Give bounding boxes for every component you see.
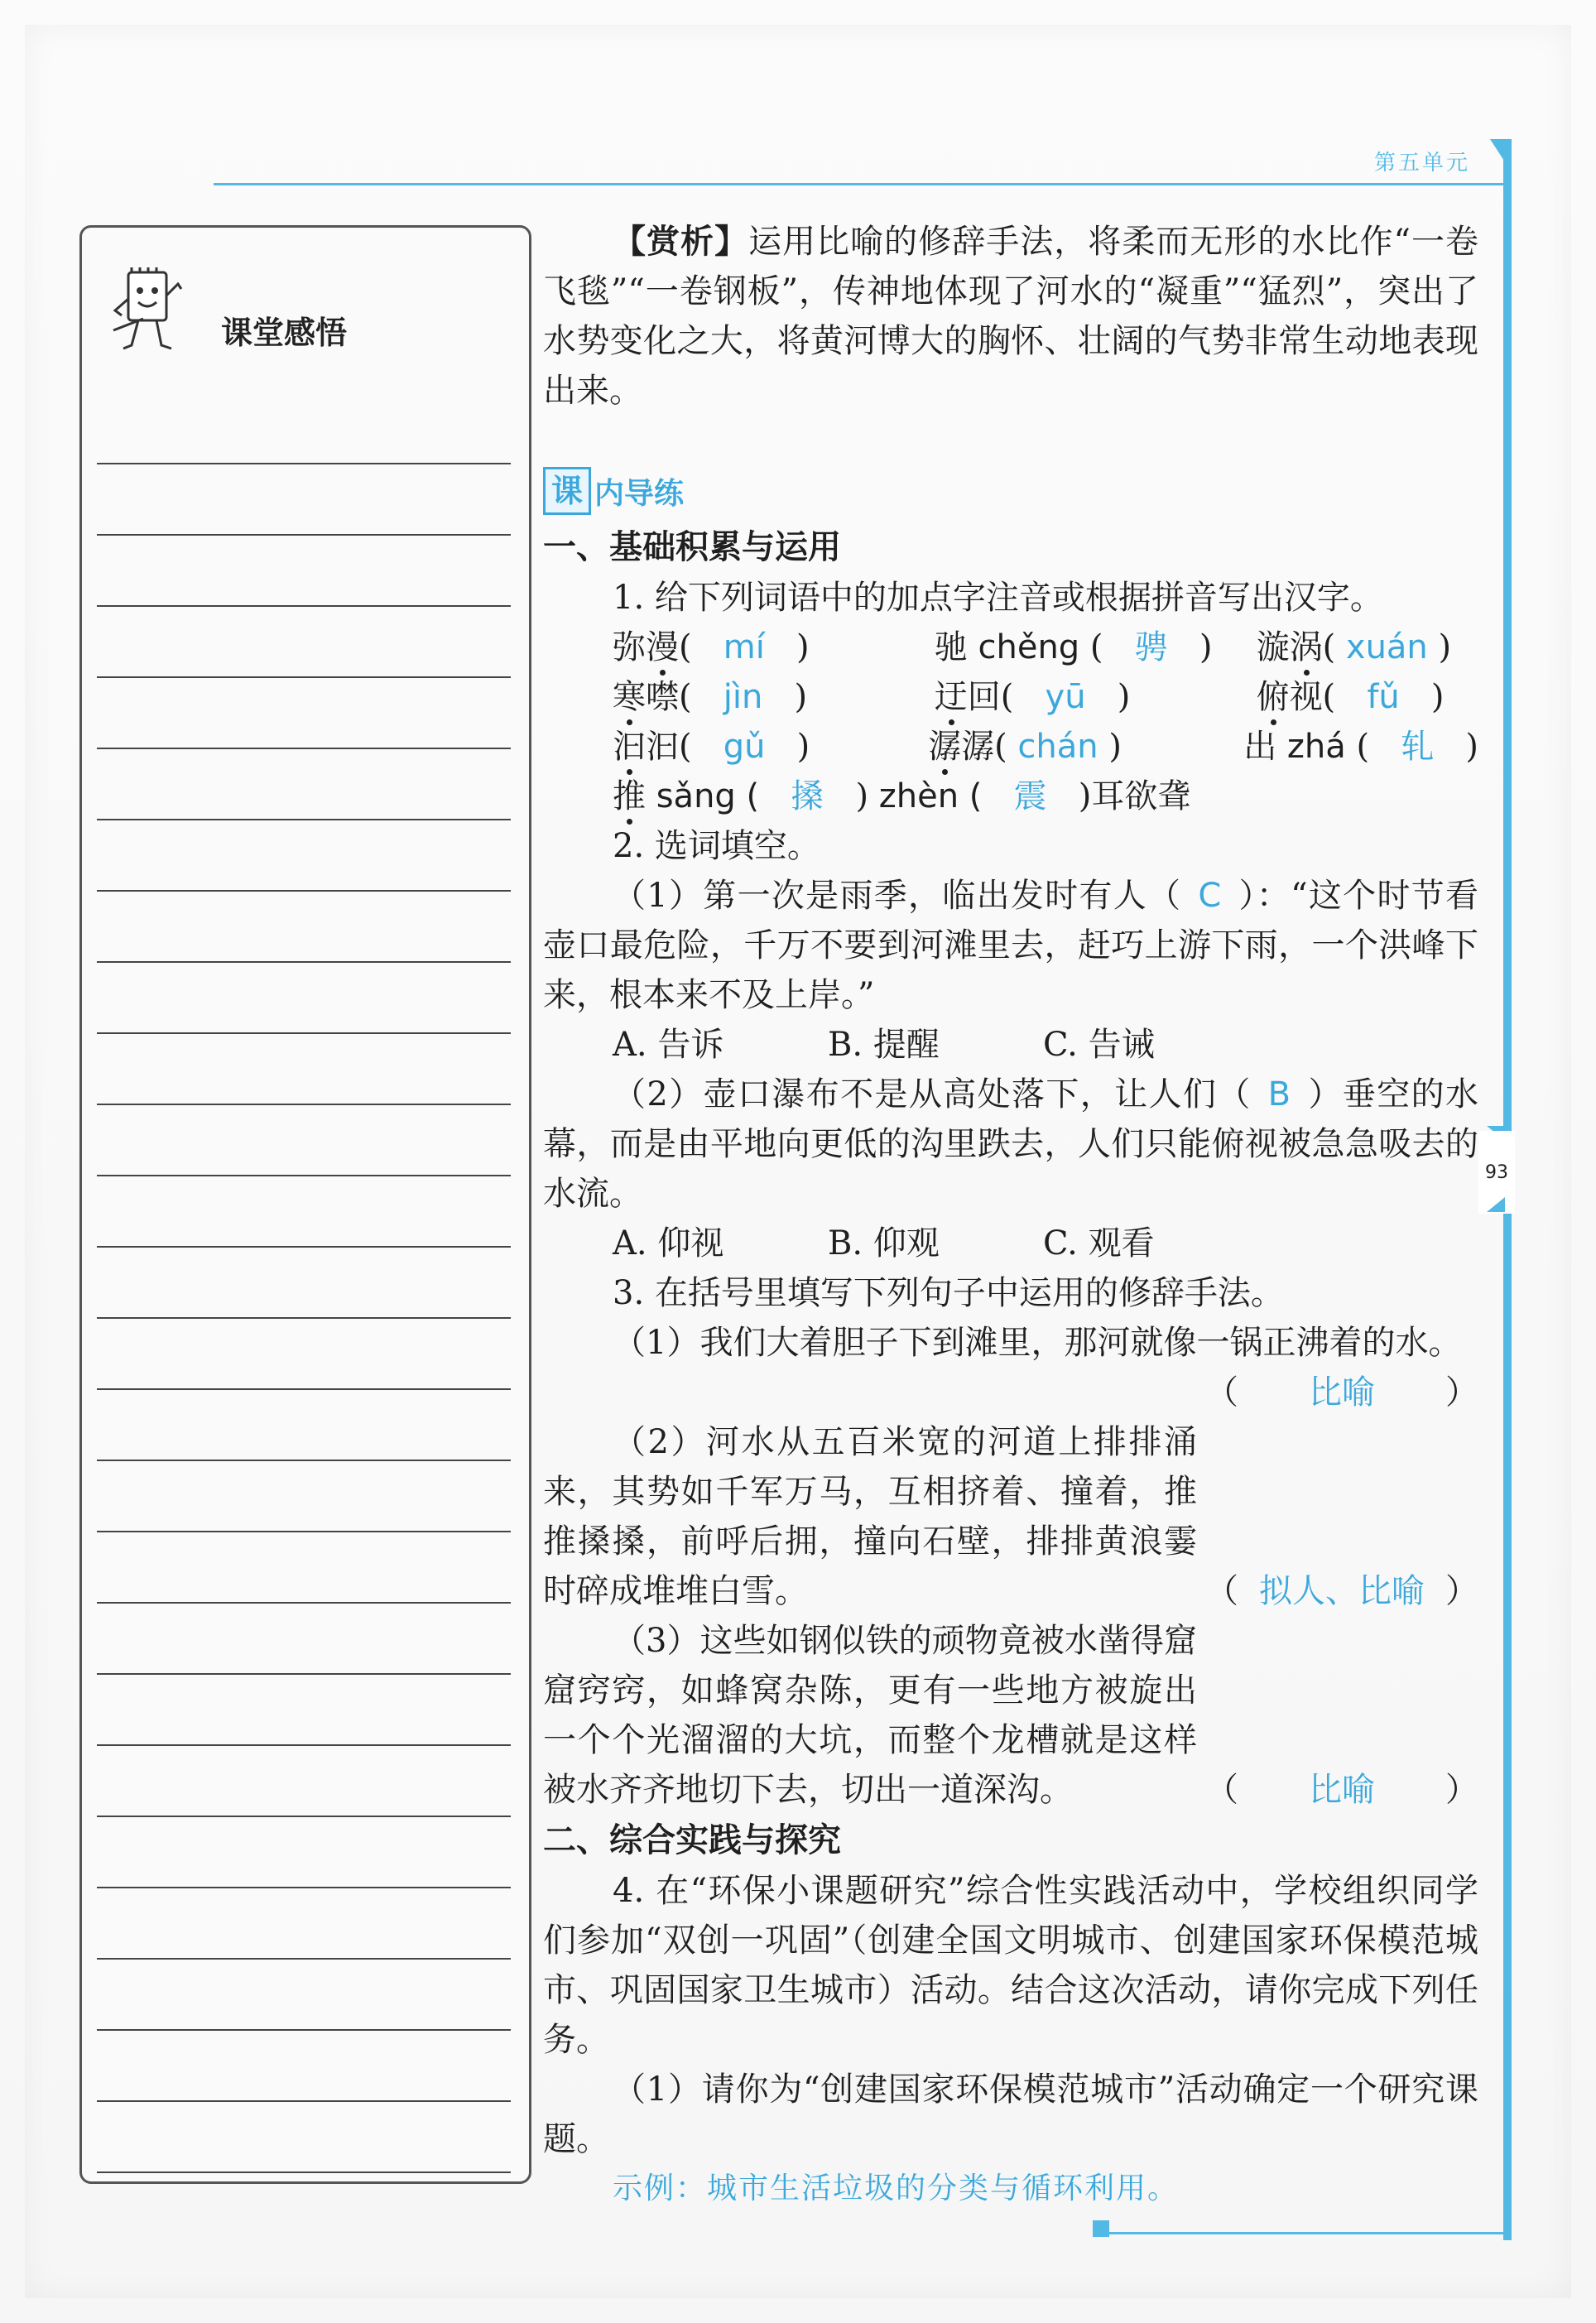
note-line <box>97 1673 511 1675</box>
q3-prompt: 3. 在括号里填写下列句子中运用的修辞手法。 <box>613 1274 1284 1312</box>
q2-option-c: C. 观看 <box>1043 1224 1155 1262</box>
note-line <box>97 463 511 464</box>
q1-answer-6: fǔ <box>1367 678 1400 716</box>
q1-prompt: 1. 给下列词语中的加点字注音或根据拼音写出汉字。 <box>613 579 1383 617</box>
q4-prompt: 4. 在“环保小课题研究”综合性实践活动中，学校组织同学们参加“双创一巩固”（创建全国文明城市、创建国家环保模范城市、巩固国家卫生城市）活动。结合这次活动，请你完成下列任务。 <box>543 1872 1478 2059</box>
q3-answer-1: 比喻 <box>1309 1373 1375 1412</box>
note-line <box>97 1104 511 1105</box>
footer-rule <box>1105 2232 1511 2234</box>
q1-answer-5: yū <box>1045 678 1086 716</box>
q1-item-9: 出 zhá ( 轧 ) <box>1243 728 1478 766</box>
q1-item-10: 推 sǎng ( 搡 ) zhèn ( 震 )耳欲聋 <box>613 772 1190 821</box>
q1-answer-11: 震 <box>1013 777 1047 815</box>
q1-answer-1: mí <box>723 628 765 666</box>
q3-answer-2: 拟人、比喻 <box>1259 1572 1425 1610</box>
appreciation-tag: 【赏析】 <box>613 222 749 261</box>
q2-sub-1: （1）第一次是雨季，临出发时有人（ C ）：“这个时节看壶口最危险，千万不要到河滩里去，赶巧上游下雨，一个洪峰下来，根本来不及上岸。” <box>543 877 1479 1014</box>
q1-item-3: 漩涡( xuán ) <box>1257 623 1478 672</box>
note-line <box>97 2172 511 2173</box>
note-line <box>97 890 511 892</box>
q2-option-c: C. 告诫 <box>1043 1026 1155 1064</box>
q2-answer-1: C <box>1198 877 1222 915</box>
q1-item-4: 寒噤( jìn ) <box>613 672 935 722</box>
note-line <box>97 534 511 536</box>
notes-sidebar <box>79 225 531 2184</box>
q2-answer-2: B <box>1267 1075 1291 1113</box>
note-line <box>97 1744 511 1746</box>
q2-options-1 <box>543 1020 1478 1070</box>
appreciation-paragraph <box>543 217 1478 416</box>
unit-title: 第五单元 <box>1374 151 1471 176</box>
practice-badge: 课 <box>543 467 591 515</box>
q3-answer-row-1: （ 比喻 ） <box>543 1368 1478 1417</box>
main-content <box>543 217 1478 2214</box>
note-line <box>97 1032 511 1034</box>
edge-notch-bottom <box>1487 1197 1505 1212</box>
q1-item-8: 潺潺( chán ) <box>928 722 1243 772</box>
note-line <box>97 1317 511 1319</box>
footer-square <box>1093 2220 1109 2237</box>
q1-row-1 <box>543 623 1478 672</box>
q1-row-4 <box>543 772 1478 821</box>
q3-sub-3: （3）这些如钢似铁的顽物竟被水凿得窟窟窍窍，如蜂窝杂陈，更有一些地方被旋出一个个光溜溜的大坑，而整个龙槽就是这样被水齐齐地切下去，切出一道深沟。 <box>543 1622 1197 1809</box>
notebook-mascot-icon <box>110 266 185 365</box>
q1-item-7: 汩汩( gǔ ) <box>613 722 928 772</box>
note-line <box>97 2029 511 2031</box>
q2-option-b: B. 提醒 <box>828 1026 940 1064</box>
note-line <box>97 1531 511 1532</box>
q1-answer-7: gǔ <box>723 728 766 766</box>
note-line <box>97 1246 511 1248</box>
q1-answer-4: jìn <box>723 678 763 716</box>
q1-item-5: 迂回( yū ) <box>935 672 1257 722</box>
q2-sub-2: （2）壶口瀑布不是从高处落下，让人们（ B ）垂空的水幕，而是由平地向更低的沟里跌去，人们只能俯视被急急吸去的水流。 <box>543 1075 1479 1213</box>
q1-answer-3: xuán <box>1345 628 1428 666</box>
q3-answer-3: 比喻 <box>1309 1771 1375 1809</box>
q3-answer-row-2: （ 拟人、比喻 ） <box>543 1566 1478 1616</box>
q1-answer-9: 轧 <box>1401 728 1435 766</box>
practice-title: 内导练 <box>594 476 685 511</box>
section-2-title: 二、综合实践与探究 <box>543 1821 841 1859</box>
note-line <box>97 676 511 678</box>
note-line <box>97 1602 511 1604</box>
q2-options-2 <box>543 1219 1478 1268</box>
q1-answer-8: chán <box>1017 728 1098 766</box>
q2-option-a: A. 仰视 <box>613 1224 724 1262</box>
note-line <box>97 1887 511 1888</box>
q1-row-3 <box>543 722 1478 772</box>
q1-answer-2: 骋 <box>1134 628 1168 666</box>
q2-option-a: A. 告诉 <box>613 1026 724 1064</box>
note-line <box>97 1388 511 1390</box>
q4-sub-1: （1）请你为“创建国家环保模范城市”活动确定一个研究课题。 <box>543 2070 1478 2158</box>
q3-sub-2: （2）河水从五百米宽的河道上排排涌来，其势如千军万马，互相挤着、撞着，推推搡搡，前呼后拥，撞向石壁，排排黄浪霎时碎成堆堆白雪。 <box>543 1423 1197 1610</box>
q3-sub-1: （1）我们大着胆子下到滩里，那河就像一锅正沸着的水。 <box>613 1324 1462 1362</box>
q4-example-answer: 示例：城市生活垃圾的分类与循环利用。 <box>613 2172 1180 2205</box>
practice-heading <box>543 467 1478 515</box>
note-line <box>97 1460 511 1461</box>
note-line <box>97 1175 511 1176</box>
note-line <box>97 1816 511 1817</box>
note-line <box>97 1958 511 1960</box>
header-rule <box>214 183 1505 185</box>
page-number: 93 <box>1485 1162 1508 1183</box>
note-line <box>97 748 511 749</box>
q1-item-6: 俯视( fǔ ) <box>1257 672 1478 722</box>
note-line <box>97 2100 511 2102</box>
q2-option-b: B. 仰观 <box>828 1224 940 1262</box>
q1-item-2: 驰 chěng ( 骋 ) <box>934 628 1213 666</box>
q2-prompt: 2. 选词填空。 <box>613 827 820 865</box>
note-line <box>97 605 511 607</box>
appreciation-text: 运用比喻的修辞手法，将柔而无形的水比作“一卷飞毯”“一卷钢板”，传神地体现了河水的“凝重”“猛烈”，突出了水势变化之大，将黄河博大的胸怀、壮阔的气势非常生动地表现出来。 <box>543 223 1479 410</box>
sidebar-title: 课堂感悟 <box>221 315 348 351</box>
note-line <box>97 961 511 963</box>
q1-row-2 <box>543 672 1478 722</box>
note-line <box>97 819 511 820</box>
section-1-title: 一、基础积累与运用 <box>543 528 841 566</box>
q1-item-1: 弥漫( mí ) <box>613 623 935 672</box>
q3-answer-row-3: （ 比喻 ） <box>543 1765 1478 1815</box>
q1-answer-10: 搡 <box>791 777 824 815</box>
